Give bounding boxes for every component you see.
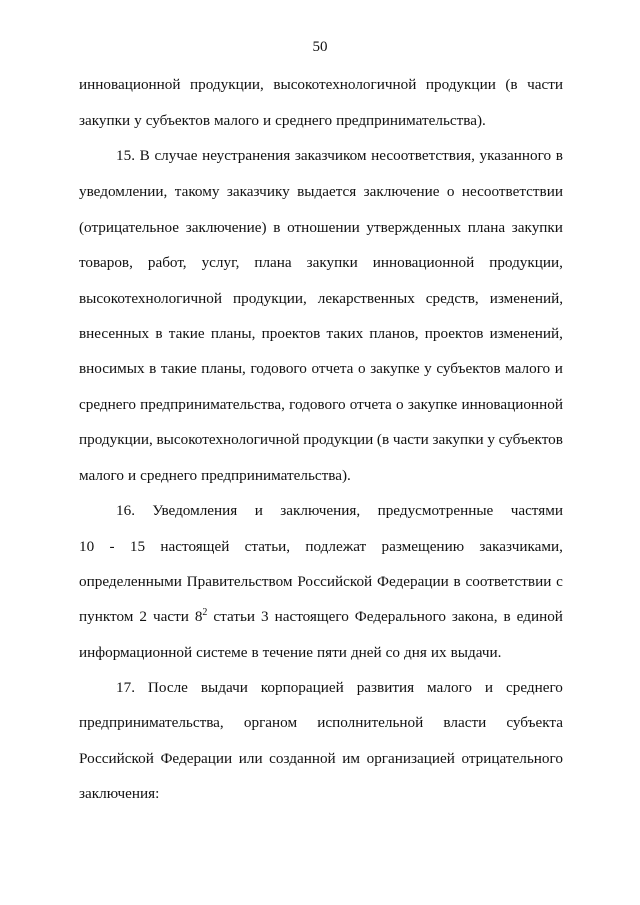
word: отчета <box>349 396 392 413</box>
word: После <box>147 679 188 696</box>
word: среднего <box>140 467 198 484</box>
word: о <box>358 360 366 377</box>
word: частями <box>510 502 563 519</box>
word: несоответствии <box>461 183 563 200</box>
word: случае <box>154 147 198 164</box>
word: или <box>238 750 263 767</box>
word: корпорацией <box>260 679 344 696</box>
word: среднего <box>505 679 563 696</box>
word: продукции, <box>190 76 264 93</box>
word: власти <box>443 714 487 731</box>
word: единой <box>516 608 563 625</box>
word: Российской <box>79 750 154 767</box>
word: товаров, <box>79 254 133 271</box>
word: Российской <box>297 573 373 590</box>
word: малого <box>214 112 259 129</box>
word: у <box>487 431 495 448</box>
word: отрицательного <box>461 750 563 767</box>
word: утвержденных <box>366 219 462 236</box>
word: части <box>152 608 189 625</box>
text-line <box>79 182 563 202</box>
word: предпринимательства, <box>140 396 285 413</box>
word: созданной <box>269 750 336 767</box>
word: им <box>342 750 361 767</box>
word: системе <box>196 644 248 661</box>
word: исполнительной <box>317 714 424 731</box>
text-line <box>79 749 563 769</box>
word: В <box>139 147 150 164</box>
text-line <box>79 75 563 95</box>
word: части <box>527 76 563 93</box>
word: неустранения <box>202 147 291 164</box>
paragraph-17-first-line <box>116 678 563 698</box>
word: и <box>254 502 263 519</box>
word: такие <box>168 325 205 342</box>
page-number: 50 <box>312 39 328 55</box>
word: заказчиками, <box>479 538 563 555</box>
word: их <box>430 644 447 661</box>
word: инновационной <box>79 76 181 93</box>
word: высокотехнологичной <box>156 431 300 448</box>
word: 16. <box>116 502 135 519</box>
word: (отрицательное <box>79 219 180 236</box>
word: 15. <box>116 147 135 164</box>
text-line <box>79 466 563 486</box>
word: - <box>109 538 115 555</box>
word: в <box>503 608 511 625</box>
word: заключения, <box>280 502 361 519</box>
word: дня <box>404 644 427 661</box>
word: о <box>446 183 455 200</box>
word: Правительством <box>186 573 293 590</box>
word: среднего <box>275 112 333 129</box>
word: инновационной <box>461 396 563 413</box>
word: отчета <box>311 360 354 377</box>
word: планы, <box>210 325 256 342</box>
word: информационной <box>79 644 193 661</box>
word: планов, <box>369 325 419 342</box>
word: в <box>555 147 563 164</box>
word: органом <box>243 714 298 731</box>
word: развития <box>356 679 415 696</box>
text-line <box>79 713 563 733</box>
word: субъектов <box>498 431 563 448</box>
word: у <box>134 112 142 129</box>
word: статьи <box>213 608 256 625</box>
word: 15 <box>129 538 146 555</box>
paragraph-16-first-line <box>116 501 563 521</box>
word: продукции, <box>233 290 307 307</box>
word: продукции <box>425 76 496 93</box>
superscript-base: 8 <box>194 608 203 625</box>
text-line <box>79 784 563 804</box>
word: соответствии <box>465 573 552 590</box>
paragraph-15-first-line <box>116 146 563 166</box>
word: Федерации <box>160 750 233 767</box>
word: отношении <box>287 219 360 236</box>
word: закупки <box>79 112 131 129</box>
word: определенными <box>79 573 182 590</box>
text-line <box>79 572 563 592</box>
word: с <box>556 573 563 590</box>
word: закона, <box>451 608 498 625</box>
word: таких <box>326 325 364 342</box>
word: предпринимательства). <box>201 467 351 484</box>
word: плана <box>254 254 292 271</box>
word: в <box>273 219 281 236</box>
word: 17. <box>116 679 135 696</box>
word: в <box>155 325 163 342</box>
word: дней <box>350 644 382 661</box>
word: субъектов <box>436 360 501 377</box>
word: средств, <box>425 290 479 307</box>
word: закупке <box>370 360 420 377</box>
text-line <box>79 643 563 663</box>
text-line-with-superscript <box>79 607 563 627</box>
word: несоответствия, <box>371 147 475 164</box>
word: заказчику <box>226 183 290 200</box>
word: инновационной <box>372 254 475 271</box>
word: высокотехнологичной <box>273 76 417 93</box>
text-line <box>79 395 563 415</box>
word: такому <box>174 183 220 200</box>
word: выдается <box>297 183 357 200</box>
word: уведомлении, <box>79 183 168 200</box>
word: закупки <box>306 254 358 271</box>
word: настоящей <box>160 538 230 555</box>
word: у <box>424 360 432 377</box>
word: продукции, <box>489 254 563 271</box>
word: и <box>128 467 137 484</box>
word: продукции, <box>79 431 153 448</box>
word: услуг, <box>201 254 240 271</box>
word: (в <box>376 431 390 448</box>
text-line <box>79 324 563 344</box>
word: закупки <box>511 219 563 236</box>
word: планы, <box>201 360 246 377</box>
word: 3 <box>261 608 269 625</box>
word: предпринимательства). <box>336 112 486 129</box>
text-line <box>79 359 563 379</box>
word: со <box>385 644 401 661</box>
word: субъекта <box>506 714 563 731</box>
word: статьи, <box>244 538 291 555</box>
word: такие <box>160 360 197 377</box>
word: малого <box>427 679 472 696</box>
word: проектов <box>424 325 484 342</box>
word: части <box>392 431 429 448</box>
word: среднего <box>79 396 136 413</box>
word: выдачи <box>200 679 248 696</box>
word: и <box>554 360 563 377</box>
word: годового <box>250 360 307 377</box>
word: предусмотренные <box>377 502 494 519</box>
word: в <box>453 573 461 590</box>
text-line <box>79 218 563 238</box>
word: малого <box>79 467 124 484</box>
word: проектов <box>261 325 321 342</box>
word: размещению <box>381 538 465 555</box>
word: Уведомления <box>152 502 238 519</box>
word: закупке <box>407 396 458 413</box>
word: Федерации <box>377 573 449 590</box>
word: выдачи. <box>450 644 502 661</box>
word: закупки <box>432 431 484 448</box>
word: пунктом <box>79 608 134 625</box>
word: в <box>251 644 259 661</box>
word: подлежат <box>305 538 367 555</box>
word: изменений, <box>489 290 563 307</box>
word-with-superscript <box>195 607 208 627</box>
word: годового <box>289 396 346 413</box>
word: внесенных <box>79 325 150 342</box>
word: настоящего <box>274 608 349 625</box>
word: заказчиком <box>294 147 367 164</box>
word: о <box>396 396 404 413</box>
text-line <box>79 253 563 273</box>
text-line <box>79 537 563 557</box>
word: изменений, <box>489 325 563 342</box>
word: в <box>149 360 157 377</box>
word: предпринимательства, <box>79 714 224 731</box>
word: субъектов <box>145 112 210 129</box>
word: продукции <box>303 431 374 448</box>
word: указанного <box>479 147 552 164</box>
word: 10 <box>79 538 95 555</box>
word: плана <box>467 219 506 236</box>
text-line <box>79 430 563 450</box>
word: пяти <box>317 644 347 661</box>
word: и <box>263 112 272 129</box>
text-line <box>79 111 563 131</box>
word: вносимых <box>79 360 145 377</box>
text-line <box>79 289 563 309</box>
word: (в <box>505 76 518 93</box>
word: заключение) <box>185 219 267 236</box>
word: организацией <box>366 750 455 767</box>
word: лекарственных <box>317 290 415 307</box>
word: заключения: <box>79 785 160 802</box>
word: течение <box>262 644 314 661</box>
superscript: 2 <box>202 607 208 618</box>
word: Федерального <box>354 608 446 625</box>
word: и <box>484 679 494 696</box>
word: 2 <box>139 608 147 625</box>
word: работ, <box>147 254 187 271</box>
word: высокотехнологичной <box>79 290 223 307</box>
word: малого <box>505 360 551 377</box>
word: заключение <box>363 183 440 200</box>
